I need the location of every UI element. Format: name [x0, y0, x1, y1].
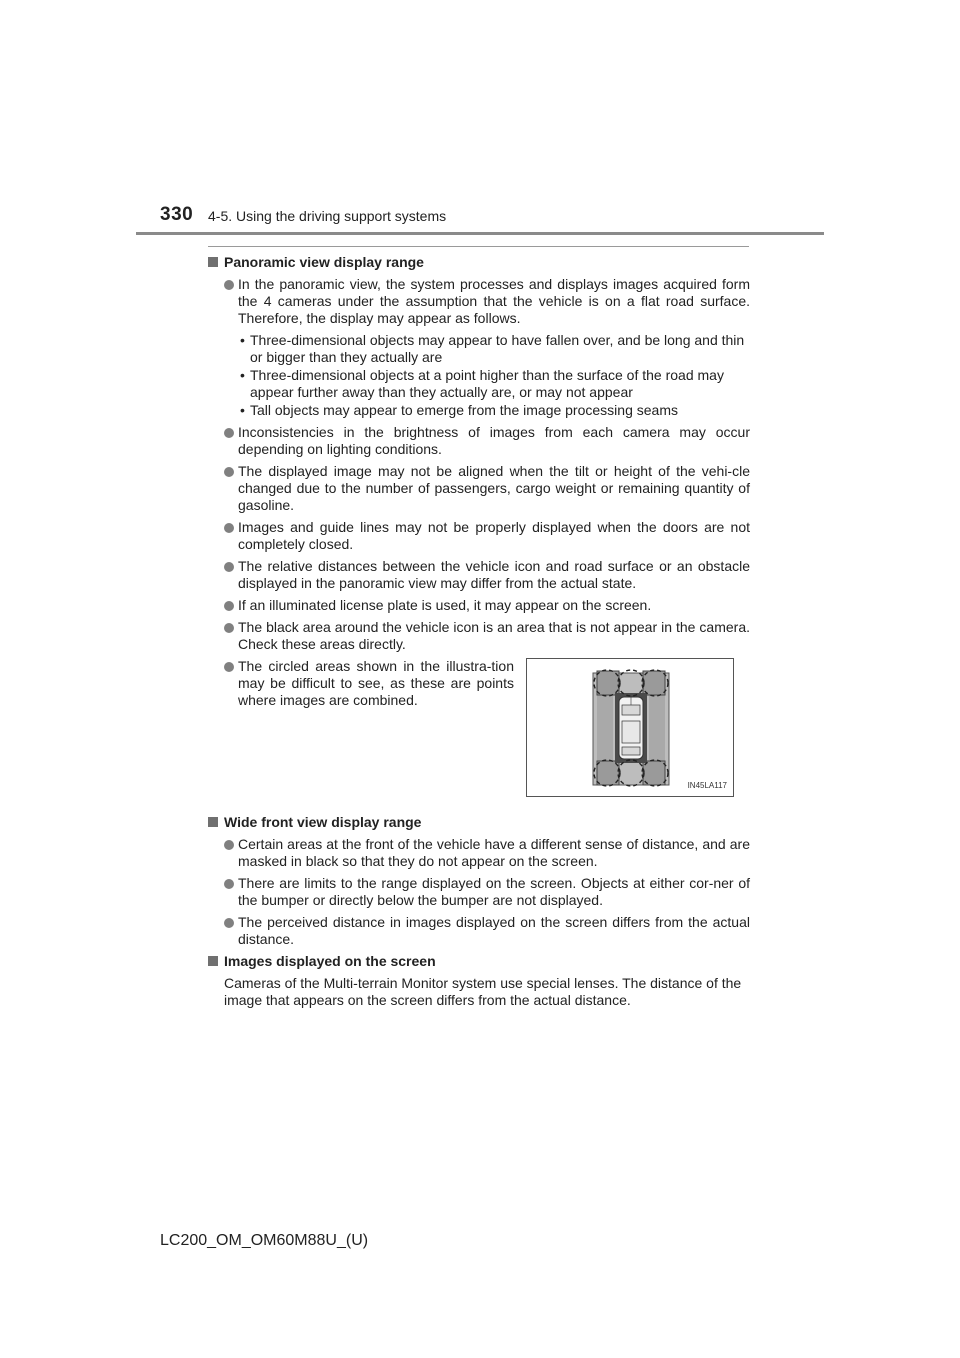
square-bullet-icon	[208, 257, 218, 267]
figure-code: IN45LA117	[687, 781, 727, 790]
dot-bullet-icon: •	[240, 402, 245, 418]
circle-bullet-icon	[224, 840, 234, 850]
page-content	[208, 254, 750, 1014]
bullet-item: The black area around the vehicle icon is an area that is not appear in the camera. Check these areas directly.	[208, 619, 750, 653]
bullet-item: The displayed image may not be aligned when the tilt or height of the vehi-cle changed due to the number of passengers, cargo weight or remaining quantity of gasoline.	[208, 463, 750, 514]
dot-bullet-icon: •	[240, 367, 245, 383]
square-bullet-icon	[208, 956, 218, 966]
bullet-item: There are limits to the range displayed on the screen. Objects at either cor-ner of the bumper or directly below the bumper are not displayed.	[208, 875, 750, 909]
heading-wide-front: Wide front view display range	[208, 814, 750, 831]
circle-bullet-icon	[224, 623, 234, 633]
square-bullet-icon	[208, 817, 218, 827]
panoramic-diagram	[527, 659, 733, 796]
bullet-item: If an illuminated license plate is used, it may appear on the screen.	[208, 597, 750, 614]
header-rule	[136, 232, 824, 235]
circle-bullet-icon	[224, 662, 234, 672]
heading-images-displayed: Images displayed on the screen	[208, 953, 750, 970]
sub-item: • Three-dimensional objects at a point higher than the surface of the road may appear further away than they actually are, or may not appear	[240, 367, 724, 400]
section-title: 4-5. Using the driving support systems	[208, 208, 447, 224]
circle-bullet-icon	[224, 280, 234, 290]
bullet-item: The perceived distance in images displayed on the screen differs from the actual distance.	[208, 914, 750, 948]
bullet-item: Inconsistencies in the brightness of images from each camera may occur depending on lighting conditions.	[208, 424, 750, 458]
circle-bullet-icon	[224, 562, 234, 572]
document-code: LC200_OM_OM60M88U_(U)	[160, 1232, 369, 1249]
circle-bullet-icon	[224, 601, 234, 611]
sub-item: • Three-dimensional objects may appear to have fallen over, and be long and thin or bigger than they actually are	[240, 332, 745, 365]
bullet-item: The circled areas shown in the illustra-tion may be difficult to see, as these are points where images are combined.	[208, 658, 514, 709]
circle-bullet-icon	[224, 879, 234, 889]
section-rule	[208, 246, 749, 247]
bullet-item: The relative distances between the vehicle icon and road surface or an obstacle displayed in the panoramic view may differ from the actual state.	[208, 558, 750, 592]
circle-bullet-icon	[224, 523, 234, 533]
circle-bullet-icon	[224, 428, 234, 438]
bullet-item: Certain areas at the front of the vehicle have a different sense of distance, and are masked in black so that they do not appear on the screen.	[208, 836, 750, 870]
bullet-item: In the panoramic view, the system processes and displays images acquired form the 4 cameras under the assumption that the vehicle is on a flat road surface. Therefore, the display may appear as follows.	[208, 276, 750, 327]
panoramic-view-illustration	[526, 658, 734, 797]
body-paragraph: Cameras of the Multi-terrain Monitor system use special lenses. The distance of the image that appears on the screen differs from the actual distance.	[224, 975, 742, 1008]
heading-panoramic: Panoramic view display range	[208, 254, 750, 271]
sub-item: • Tall objects may appear to emerge from the image processing seams	[240, 402, 678, 418]
page-header	[160, 204, 824, 234]
circle-bullet-icon	[224, 467, 234, 477]
dot-bullet-icon: •	[240, 332, 245, 348]
figure-row	[208, 658, 750, 808]
page-number: 330	[160, 204, 194, 225]
bullet-item: Images and guide lines may not be properly displayed when the doors are not completely closed.	[208, 519, 750, 553]
circle-bullet-icon	[224, 918, 234, 928]
